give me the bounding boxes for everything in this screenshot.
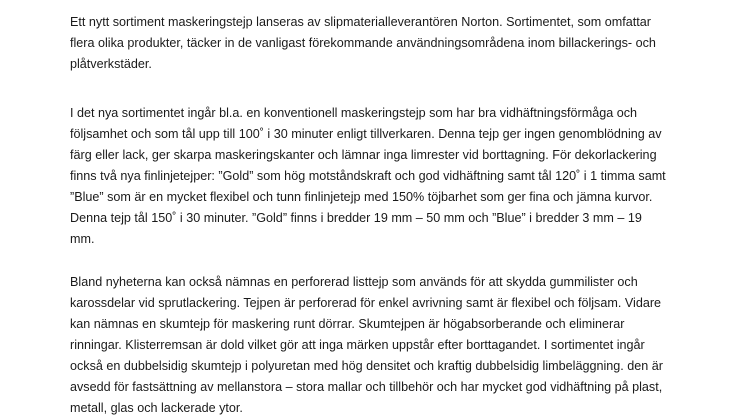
text-line: metall, glas och lackerade ytor.: [70, 401, 243, 415]
text-line: avsedd för fastsättning av mellanstora – stora mallar och tillbehör och har mycket god vidhäftning på plast,: [70, 380, 663, 394]
text-line: kan nämnas en skumtejp för maskering runt dörrar. Skumtejpen är högabsorberande och eliminerar: [70, 317, 625, 331]
text-line: Ett nytt sortiment maskeringstejp lanseras av slipmaterialleverantören Norton. Sortimentet, som omfattar: [70, 15, 651, 29]
text-line: rinningar. Klisterremsan är dold vilket gör att inga märken uppstår efter borttagandet. I sortimentet ingår: [70, 338, 645, 352]
paragraph-news: [70, 272, 710, 419]
text-line: Bland nyheterna kan också nämnas en perforerad listtejp som används för att skydda gummilister och: [70, 275, 638, 289]
paragraph-assortment: [70, 103, 710, 250]
text-line: följsamhet och som tål upp till 100˚ i 30 minuter enligt tillverkaren. Denna tejp ger ingen genomblödning av: [70, 127, 662, 141]
text-line: Denna tejp tål 150˚ i 30 minuter. ”Gold” finns i bredder 19 mm – 50 mm och ”Blue” i bredder 3 mm – 19: [70, 211, 642, 225]
text-line: färg eller lack, ger skarpa maskeringskanter och lämnar inga limrester vid borttagning. För dekorlackering: [70, 148, 657, 162]
text-line: flera olika produkter, täcker in de vanligast förekommande användningsområdena inom billackerings- och: [70, 36, 656, 50]
paragraph-intro: [70, 12, 710, 75]
text-line: plåtverkstäder.: [70, 57, 152, 71]
text-line: I det nya sortimentet ingår bl.a. en konventionell maskeringstejp som har bra vidhäftningsförmåga och: [70, 106, 638, 120]
text-line: också en dubbelsidig skumtejp i polyuretan med hög densitet och kraftig dubbelsidig limbeläggning. den är: [70, 359, 663, 373]
text-line: mm.: [70, 232, 95, 246]
text-line: finns två nya finlinjetejper: ”Gold” som hög motståndskraft och god vidhäftning samt tål 120˚ i 1 timma samt: [70, 169, 666, 183]
text-line: karossdelar vid sprutlackering. Tejpen är perforerad för enkel avrivning samt är flexibel och följsam. Vidare: [70, 296, 662, 310]
text-line: ”Blue” som är en mycket flexibel och tunn finlinjetejp med 150% töjbarhet som ger fina och jämna kurvor.: [70, 190, 653, 204]
